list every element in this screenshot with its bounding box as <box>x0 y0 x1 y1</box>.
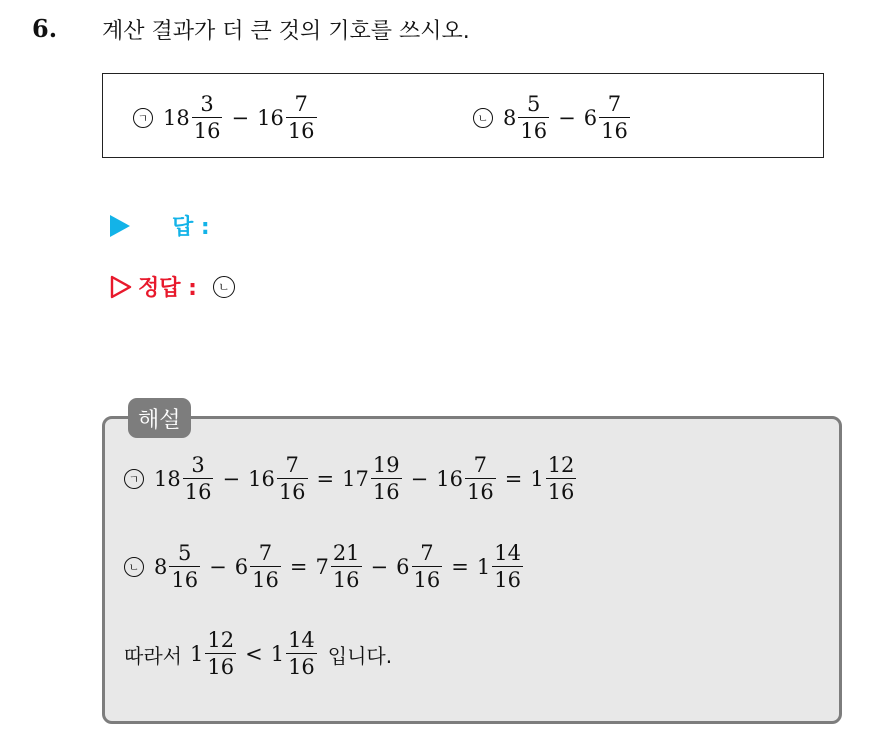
denominator: 16 <box>601 119 628 143</box>
fraction <box>465 455 496 503</box>
numerator: 3 <box>191 453 205 477</box>
equals-operator: = <box>289 555 308 579</box>
equals-operator: = <box>316 467 335 491</box>
solution-conclusion <box>124 630 392 678</box>
circle-mark-b: ㄴ <box>124 557 144 577</box>
fraction <box>331 543 362 591</box>
question-number: 6. <box>32 14 58 43</box>
fraction <box>250 543 281 591</box>
denominator: 16 <box>184 480 212 504</box>
solution-tag: 해설 <box>128 398 191 438</box>
whole-number: 1 <box>189 642 204 666</box>
item-b <box>473 94 631 142</box>
denominator: 16 <box>547 480 575 504</box>
outline-triangle-icon <box>110 275 132 299</box>
fraction <box>205 630 236 678</box>
whole-number: 16 <box>436 467 463 491</box>
numerator: 14 <box>288 628 315 652</box>
numerator: 12 <box>547 453 575 477</box>
denominator: 16 <box>413 568 441 592</box>
whole-number: 1 <box>270 642 285 666</box>
solution-line-b <box>124 543 524 591</box>
numerator: 3 <box>200 92 214 116</box>
denominator: 16 <box>288 655 315 679</box>
denominator: 16 <box>372 480 400 504</box>
fraction <box>286 94 317 142</box>
fraction <box>192 94 223 142</box>
denominator: 16 <box>207 655 235 679</box>
whole-number: 8 <box>154 555 168 579</box>
fraction <box>286 630 317 678</box>
denominator: 16 <box>287 119 315 143</box>
fraction <box>371 455 402 503</box>
conclusion-suffix: 입니다. <box>327 643 393 668</box>
fraction <box>492 543 523 591</box>
question-box <box>102 73 824 158</box>
whole-number: 1 <box>476 555 491 579</box>
denominator: 16 <box>494 568 521 592</box>
numerator: 5 <box>527 92 541 116</box>
whole-number: 8 <box>503 106 517 130</box>
less-than-operator: < <box>245 642 263 666</box>
numerator: 7 <box>607 92 622 116</box>
fraction <box>169 543 200 591</box>
numerator: 7 <box>258 541 273 565</box>
circle-mark-b: ㄴ <box>473 108 493 128</box>
question-text: 계산 결과가 더 큰 것의 기호를 쓰시오. <box>102 19 470 44</box>
whole-number: 6 <box>583 106 598 130</box>
whole-number: 1 <box>530 467 544 491</box>
fraction <box>183 455 214 503</box>
denominator: 16 <box>520 119 548 143</box>
minus-operator: − <box>209 555 227 579</box>
whole-number: 18 <box>154 467 181 491</box>
correct-answer-label: 정답 : <box>138 276 197 301</box>
fraction <box>277 455 308 503</box>
whole-number: 6 <box>396 555 410 579</box>
equals-operator: = <box>451 555 469 579</box>
denominator: 16 <box>278 480 306 504</box>
fraction <box>546 455 577 503</box>
numerator: 7 <box>285 453 299 477</box>
numerator: 21 <box>332 541 360 565</box>
equals-operator: = <box>504 467 523 491</box>
minus-operator: − <box>231 106 250 130</box>
fraction <box>412 543 443 591</box>
minus-operator: − <box>370 555 389 579</box>
numerator: 7 <box>473 453 488 477</box>
whole-number: 7 <box>315 555 329 579</box>
whole-number: 17 <box>342 467 369 491</box>
numerator: 7 <box>294 92 308 116</box>
play-triangle-icon <box>110 215 130 237</box>
denominator: 16 <box>332 568 360 592</box>
whole-number: 18 <box>163 106 190 130</box>
whole-number: 16 <box>257 106 284 130</box>
answer-label: 답 : <box>172 215 210 240</box>
minus-operator: − <box>222 467 241 491</box>
item-a <box>133 94 318 142</box>
denominator: 16 <box>252 568 279 592</box>
whole-number: 6 <box>234 555 249 579</box>
answer-row <box>110 210 210 241</box>
correct-answer-row <box>110 271 245 302</box>
numerator: 19 <box>372 453 400 477</box>
numerator: 14 <box>494 541 521 565</box>
minus-operator: − <box>558 106 576 130</box>
numerator: 12 <box>207 628 235 652</box>
circle-mark-a: ㄱ <box>124 469 144 489</box>
numerator: 5 <box>178 541 192 565</box>
numerator: 7 <box>420 541 434 565</box>
conclusion-prefix: 따라서 <box>124 643 182 668</box>
circle-mark-a: ㄱ <box>133 108 153 128</box>
fraction <box>599 94 630 142</box>
solution-line-a <box>124 455 577 503</box>
denominator: 16 <box>466 480 494 504</box>
whole-number: 16 <box>248 467 275 491</box>
minus-operator: − <box>410 467 429 491</box>
fraction <box>518 94 549 142</box>
denominator: 16 <box>193 119 221 143</box>
denominator: 16 <box>171 568 199 592</box>
correct-answer-value: ㄴ <box>213 276 235 298</box>
